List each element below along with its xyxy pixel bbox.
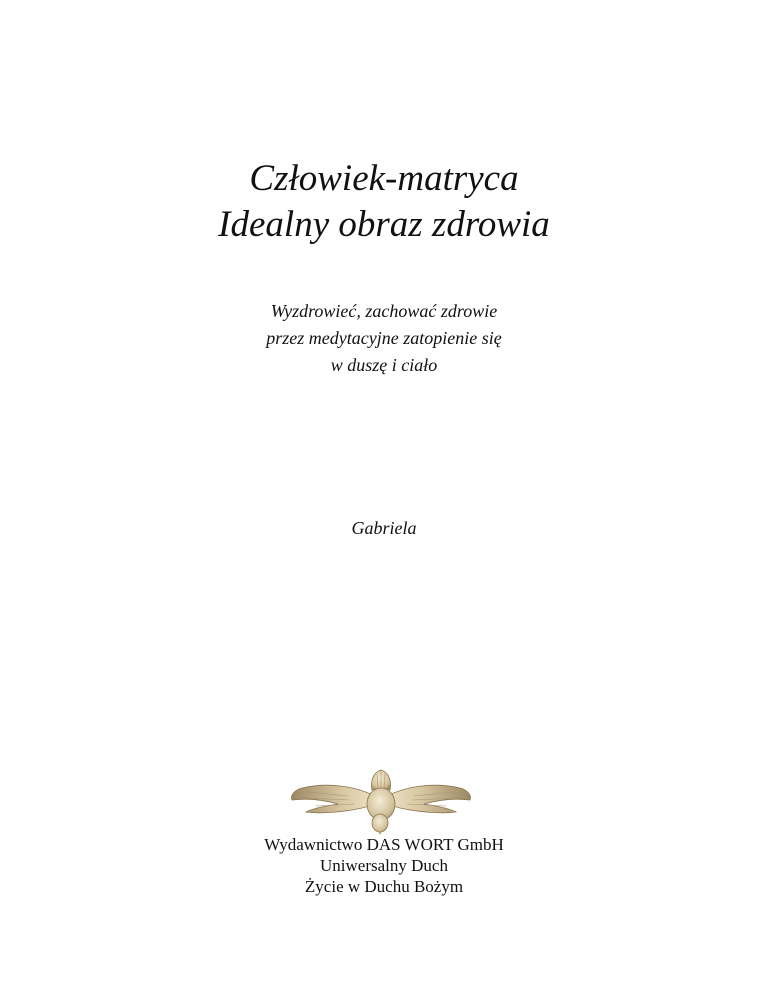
publisher-info (0, 834, 768, 897)
subtitle-line-1: Wyzdrowieć, zachować zdrowie (270, 301, 498, 321)
subtitle-line-2: przez medytacyjne zatopienie się (266, 328, 502, 348)
author-name: Gabriela (351, 518, 417, 538)
dove-icon (288, 768, 474, 836)
book-title (0, 156, 768, 248)
title-line-1: Człowiek-matryca (249, 158, 519, 199)
publisher-line-2: Uniwersalny Duch (320, 856, 448, 875)
publisher-line-3: Życie w Duchu Bożym (304, 877, 464, 896)
publisher-name: Wydawnictwo DAS WORT GmbH (264, 835, 504, 854)
subtitle-line-3: w duszę i ciało (330, 355, 438, 375)
book-subtitle (0, 298, 768, 379)
title-line-2: Idealny obraz zdrowia (218, 204, 550, 245)
